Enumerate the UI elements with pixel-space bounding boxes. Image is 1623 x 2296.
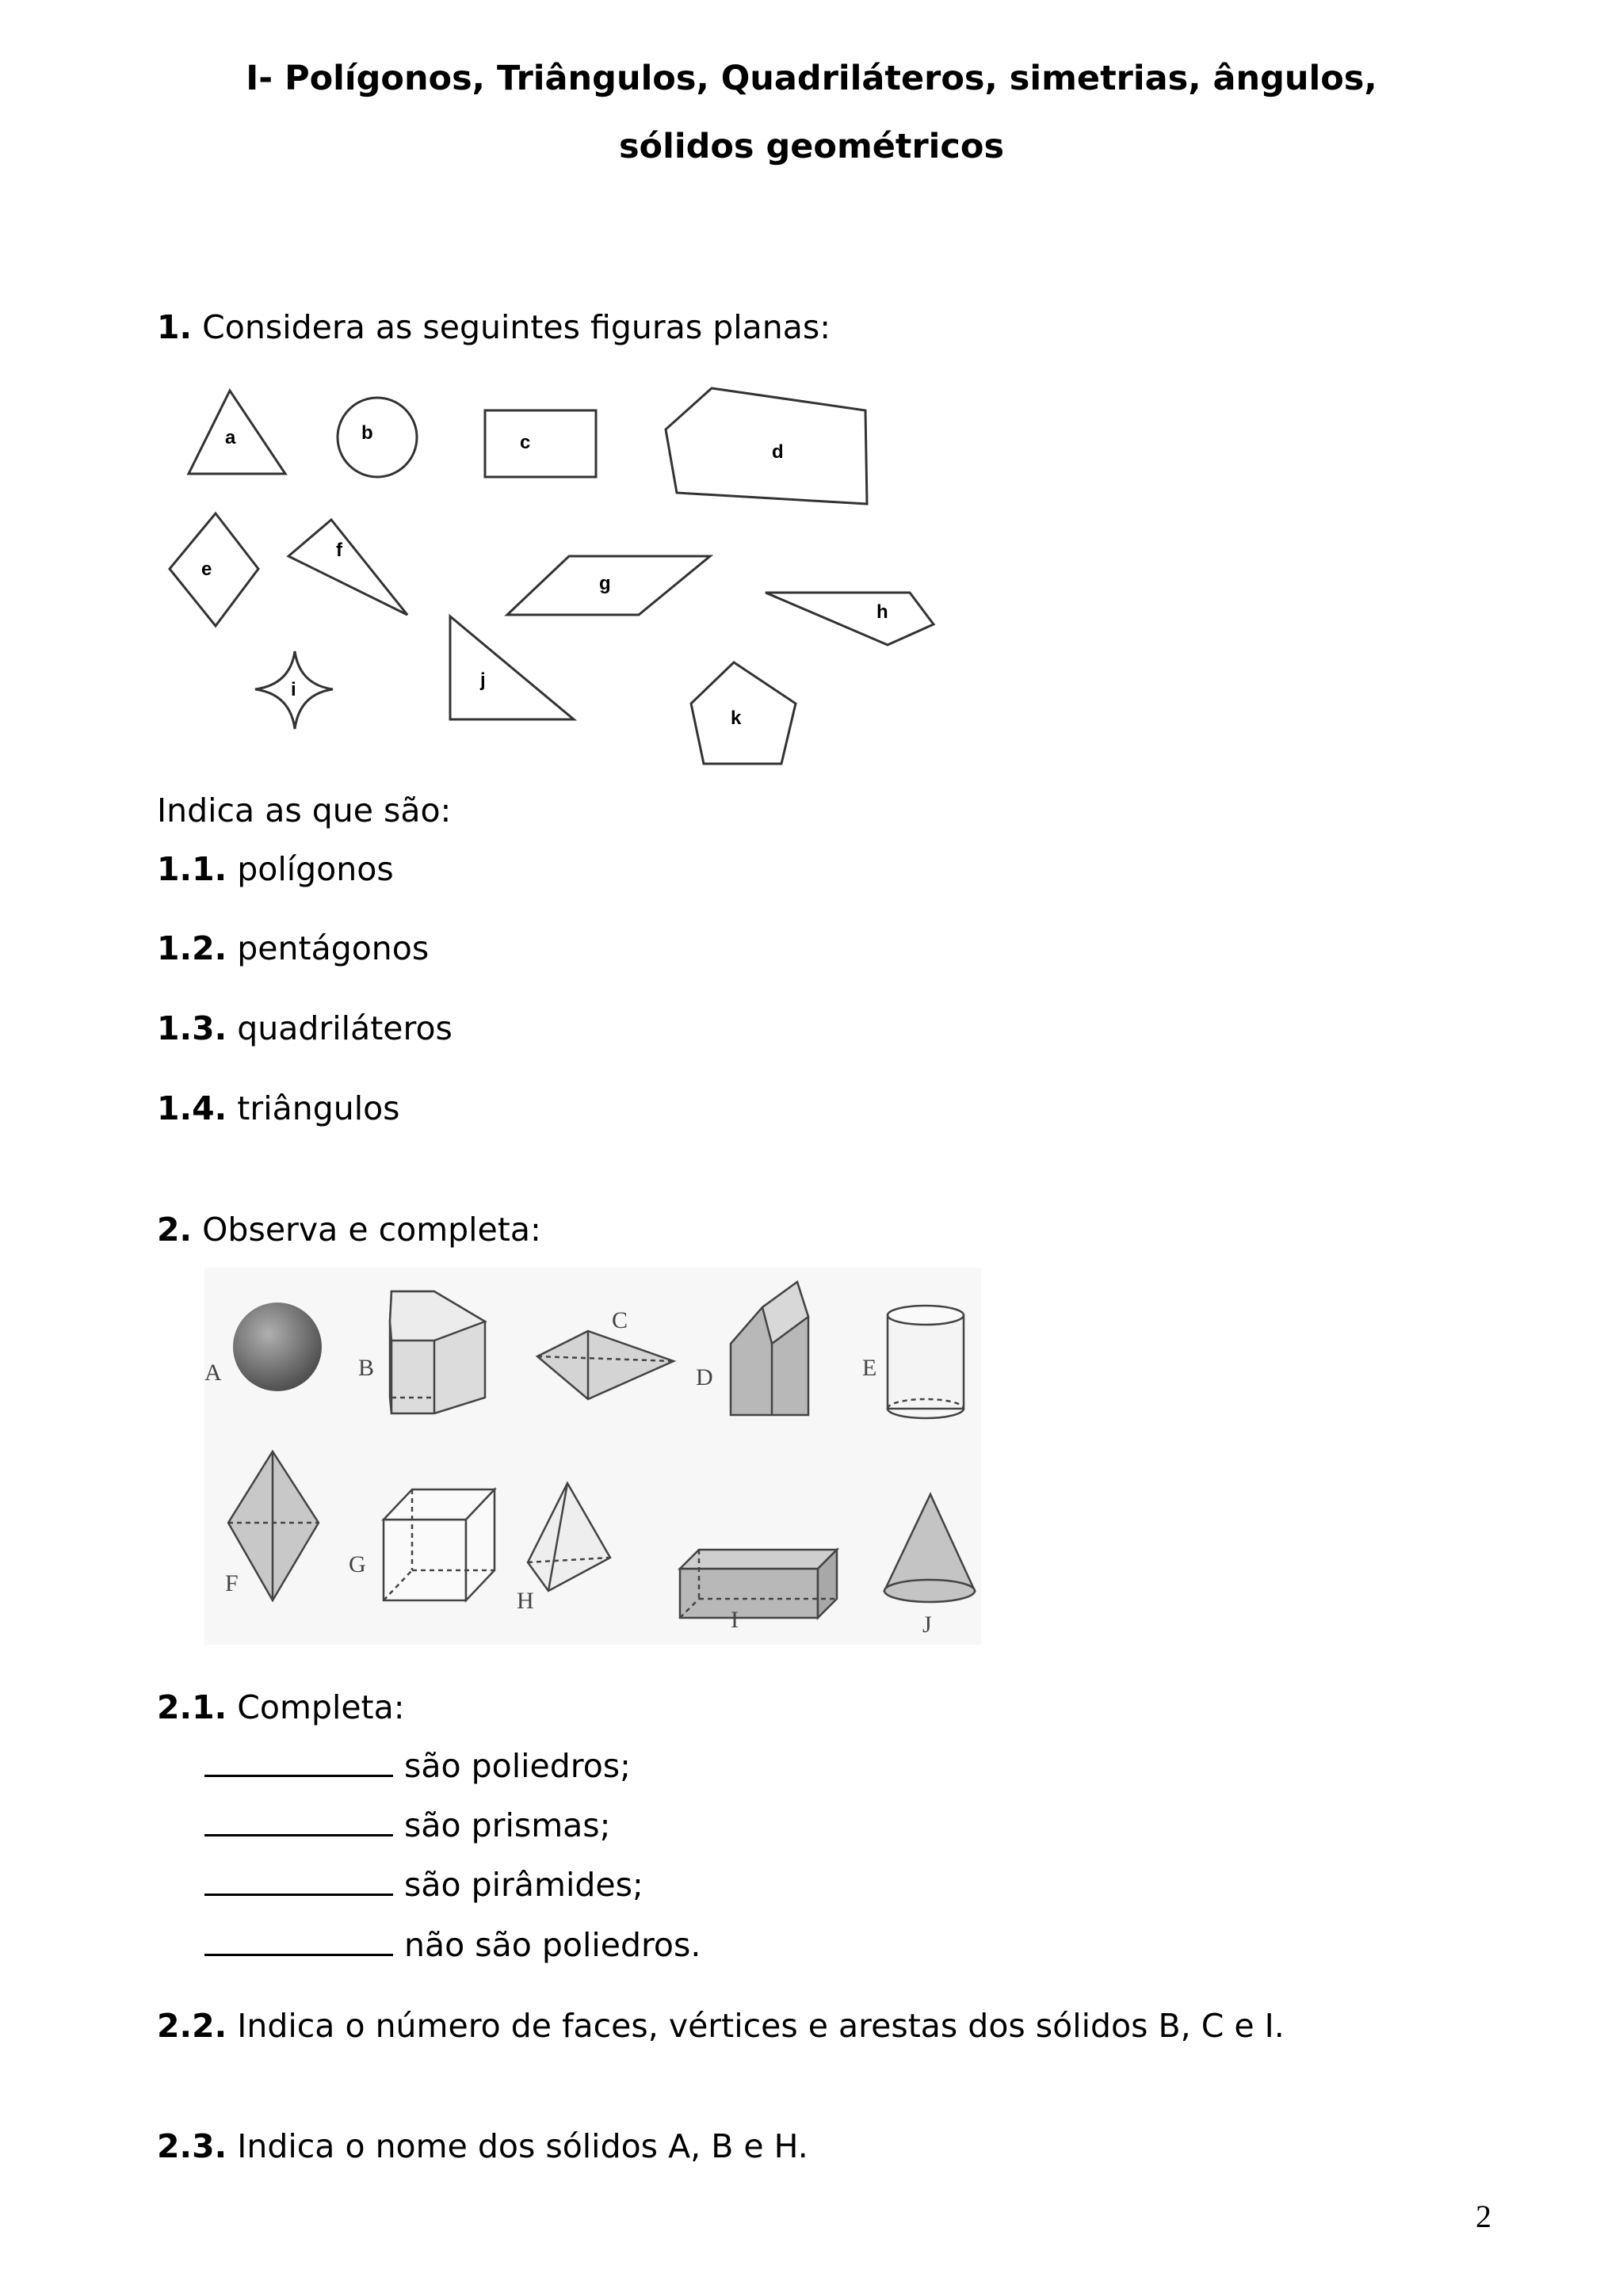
answer-blank[interactable] (204, 1748, 393, 1777)
figure-label: g (599, 573, 611, 594)
solid-label: A (204, 1360, 222, 1386)
figure-label: e (201, 559, 212, 580)
figure-b-circle (338, 398, 417, 477)
question-1-1 (157, 849, 394, 889)
item-text: pentágonos (237, 929, 430, 967)
solid-label: J (922, 1611, 932, 1638)
figure-label: j (480, 669, 486, 691)
figure-label: d (772, 441, 784, 463)
solid-label: B (358, 1355, 375, 1381)
item-number: 2.3. (157, 2127, 227, 2165)
question-2-number: 2. (157, 1211, 193, 1249)
answer-blank[interactable] (204, 1867, 393, 1896)
item-number: 1.4. (157, 1089, 227, 1127)
item-text: Completa: (237, 1688, 405, 1726)
answer-blank[interactable] (204, 1807, 393, 1836)
item-text: Indica o número de faces, vértices e arestas dos sólidos B, C e I. (237, 2007, 1285, 2045)
page-title-line-2: sólidos geométricos (618, 127, 1005, 166)
figure-label: i (291, 679, 296, 700)
figure-d-polygon (666, 388, 867, 504)
complete-line-text: não são poliedros. (404, 1926, 701, 1964)
solid-label: G (349, 1551, 366, 1577)
question-2-text: Observa e completa: (202, 1211, 541, 1249)
figure-label: b (361, 422, 373, 444)
figure-c-rectangle (485, 410, 596, 477)
item-number: 1.2. (157, 929, 227, 967)
complete-line-text: são prismas; (404, 1806, 611, 1844)
figure-k-pentagon (691, 662, 796, 764)
question-1-4 (157, 1089, 400, 1128)
complete-line-1 (204, 1746, 631, 1786)
solid-label: H (517, 1588, 534, 1614)
complete-line-2 (204, 1806, 610, 1845)
question-2 (157, 1210, 541, 1249)
question-1-2 (157, 929, 429, 968)
solid-label: E (862, 1355, 877, 1381)
figure-label: h (876, 601, 888, 623)
plane-figures (0, 0, 1623, 792)
solid-label: D (696, 1364, 713, 1390)
complete-line-4 (204, 1925, 701, 1965)
question-1-number: 1. (157, 308, 193, 346)
figure-label: f (336, 540, 342, 561)
solid-label: F (225, 1570, 239, 1596)
solid-e-cylinder (888, 1306, 964, 1418)
solid-g-cube (384, 1489, 495, 1600)
item-number: 1.1. (157, 850, 227, 888)
figure-f-triangle (288, 520, 407, 615)
item-text: polígonos (237, 850, 394, 888)
question-2-3 (157, 2126, 808, 2166)
complete-line-3 (204, 1865, 643, 1905)
page-number: 2 (1476, 2199, 1491, 2234)
solid-label: C (612, 1307, 628, 1333)
indica-heading: Indica as que são: (157, 791, 452, 830)
solid-label: I (731, 1607, 739, 1633)
item-number: 1.3. (157, 1009, 227, 1047)
item-number: 2.1. (157, 1688, 227, 1726)
question-2-1 (157, 1688, 405, 1727)
question-1-3 (157, 1009, 453, 1048)
answer-blank[interactable] (204, 1927, 393, 1956)
complete-line-text: são pirâmides; (404, 1866, 643, 1904)
complete-line-text: são poliedros; (404, 1747, 631, 1785)
figure-e-rhombus (170, 513, 258, 626)
figure-h-quadrilateral (766, 593, 934, 645)
solids-figure (204, 1268, 981, 1645)
figure-label: k (731, 707, 742, 729)
figure-j-right-triangle (450, 616, 574, 719)
solid-i-rectangular-prism (680, 1550, 837, 1618)
figure-a-triangle (189, 391, 285, 474)
figure-label: c (520, 432, 531, 453)
solid-a-sphere (233, 1302, 322, 1391)
page-title-line-1: I- Polígonos, Triângulos, Quadriláteros, simetrias, ângulos, (246, 59, 1377, 98)
item-text: Indica o nome dos sólidos A, B e H. (237, 2127, 808, 2165)
item-number: 2.2. (157, 2007, 227, 2045)
question-1-text: Considera as seguintes figuras planas: (202, 308, 831, 346)
figure-label: a (225, 427, 236, 448)
item-text: quadriláteros (237, 1009, 453, 1047)
question-2-2 (157, 2006, 1285, 2046)
item-text: triângulos (237, 1089, 400, 1127)
